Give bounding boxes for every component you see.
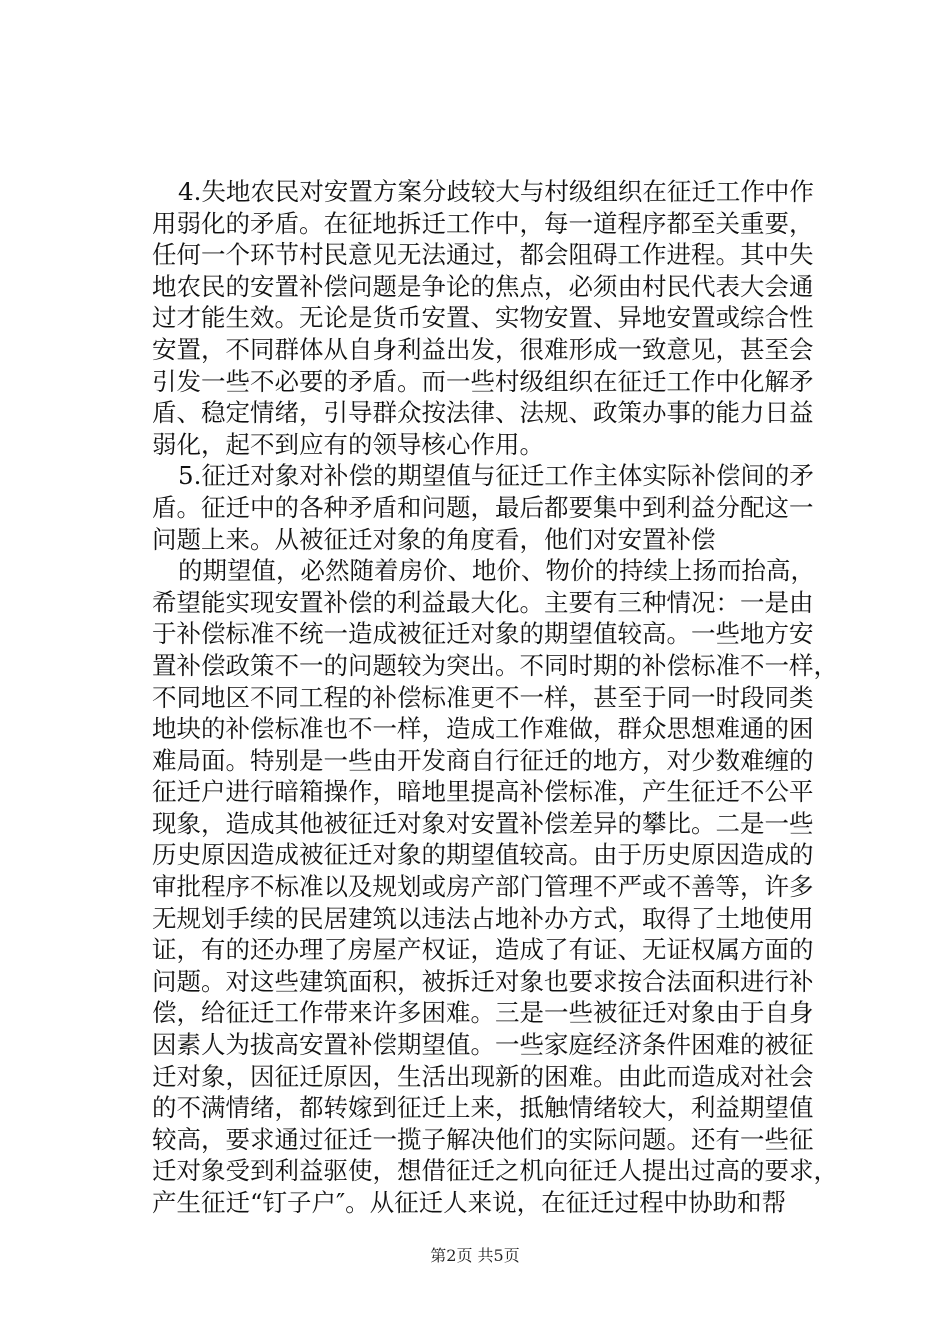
text-line: 不同地区不同工程的补偿标准更不一样，甚至于同一时段同类 bbox=[152, 682, 814, 712]
text-line: 产生征迁“钉子户″。从征迁人来说，在征迁过程中协助和帮 bbox=[152, 1188, 787, 1217]
text-line: 现象，造成其他被征迁对象对安置补偿差异的攀比。二是一些 bbox=[152, 808, 814, 838]
document-body bbox=[152, 176, 837, 1219]
text-line: 置补偿政策不一的问题较为突出。不同时期的补偿标准不一样， bbox=[152, 650, 838, 680]
text-line: 迁对象受到利益驱使，想借征迁之机向征迁人提出过高的要求， bbox=[152, 1156, 838, 1186]
text-line: 于补偿标准不统一造成被征迁对象的期望值较高。一些地方安 bbox=[152, 619, 814, 649]
text-line: 任何一个环节村民意见无法通过，都会阻碍工作进程。其中失 bbox=[152, 240, 814, 270]
text-line: 过才能生效。无论是货币安置、实物安置、异地安置或综合性 bbox=[152, 303, 814, 333]
text-line: 弱化，起不到应有的领导核心作用。 bbox=[152, 429, 544, 459]
text-line: 因素人为拔高安置补偿期望值。一些家庭经济条件困难的被征 bbox=[152, 1030, 814, 1060]
text-line: 引发一些不必要的矛盾。而一些村级组织在征迁工作中化解矛 bbox=[152, 366, 814, 396]
text-line: 5.征迁对象对补偿的期望值与征迁工作主体实际补偿间的矛 bbox=[178, 461, 814, 491]
text-line: 安置，不同群体从自身利益出发，很难形成一致意见，甚至会 bbox=[152, 334, 814, 364]
text-line: 希望能实现安置补偿的利益最大化。主要有三种情况：一是由 bbox=[152, 587, 814, 617]
text-line: 历史原因造成被征迁对象的期望值较高。由于历史原因造成的 bbox=[152, 840, 814, 870]
text-line: 迁对象，因征迁原因，生活出现新的困难。由此而造成对社会 bbox=[152, 1061, 814, 1091]
text-line: 地块的补偿标准也不一样，造成工作难做，群众思想难通的困 bbox=[152, 714, 814, 744]
text-line: 问题。对这些建筑面积，被拆迁对象也要求按合法面积进行补 bbox=[152, 966, 814, 996]
text-line: 较高，要求通过征迁一揽子解决他们的实际问题。还有一些征 bbox=[152, 1124, 814, 1154]
text-line: 地农民的安置补偿问题是争论的焦点，必须由村民代表大会通 bbox=[152, 271, 814, 301]
text-line: 征迁户进行暗箱操作，暗地里提高补偿标准，产生征迁不公平 bbox=[152, 777, 814, 807]
text-line: 用弱化的矛盾。在征地拆迁工作中，每一道程序都至关重要， bbox=[152, 208, 814, 238]
text-line: 偿，给征迁工作带来许多困难。三是一些被征迁对象由于自身 bbox=[152, 998, 814, 1028]
text-line: 证，有的还办理了房屋产权证，造成了有证、无证权属方面的 bbox=[152, 935, 814, 965]
text-line: 盾、稳定情绪，引导群众按法律、法规、政策办事的能力日益 bbox=[152, 398, 814, 428]
text-line: 4.失地农民对安置方案分歧较大与村级组织在征迁工作中作 bbox=[178, 177, 814, 206]
text-line: 审批程序不标准以及规划或房产部门管理不严或不善等，许多 bbox=[152, 872, 814, 902]
page-number-footer: 第2页 共5页 bbox=[430, 1246, 520, 1265]
text-line: 难局面。特别是一些由开发商自行征迁的地方，对少数难缠的 bbox=[152, 745, 814, 775]
text-line: 问题上来。从被征迁对象的角度看，他们对安置补偿 bbox=[152, 524, 716, 554]
text-line: 的期望值，必然随着房价、地价、物价的持续上扬而抬高， bbox=[178, 556, 815, 586]
text-line: 无规划手续的民居建筑以违法占地补办方式，取得了土地使用 bbox=[152, 903, 814, 933]
text-line: 盾。征迁中的各种矛盾和问题，最后都要集中到利益分配这一 bbox=[152, 492, 814, 522]
text-line: 的不满情绪，都转嫁到征迁上来，抵触情绪较大，利益期望值 bbox=[152, 1093, 814, 1123]
